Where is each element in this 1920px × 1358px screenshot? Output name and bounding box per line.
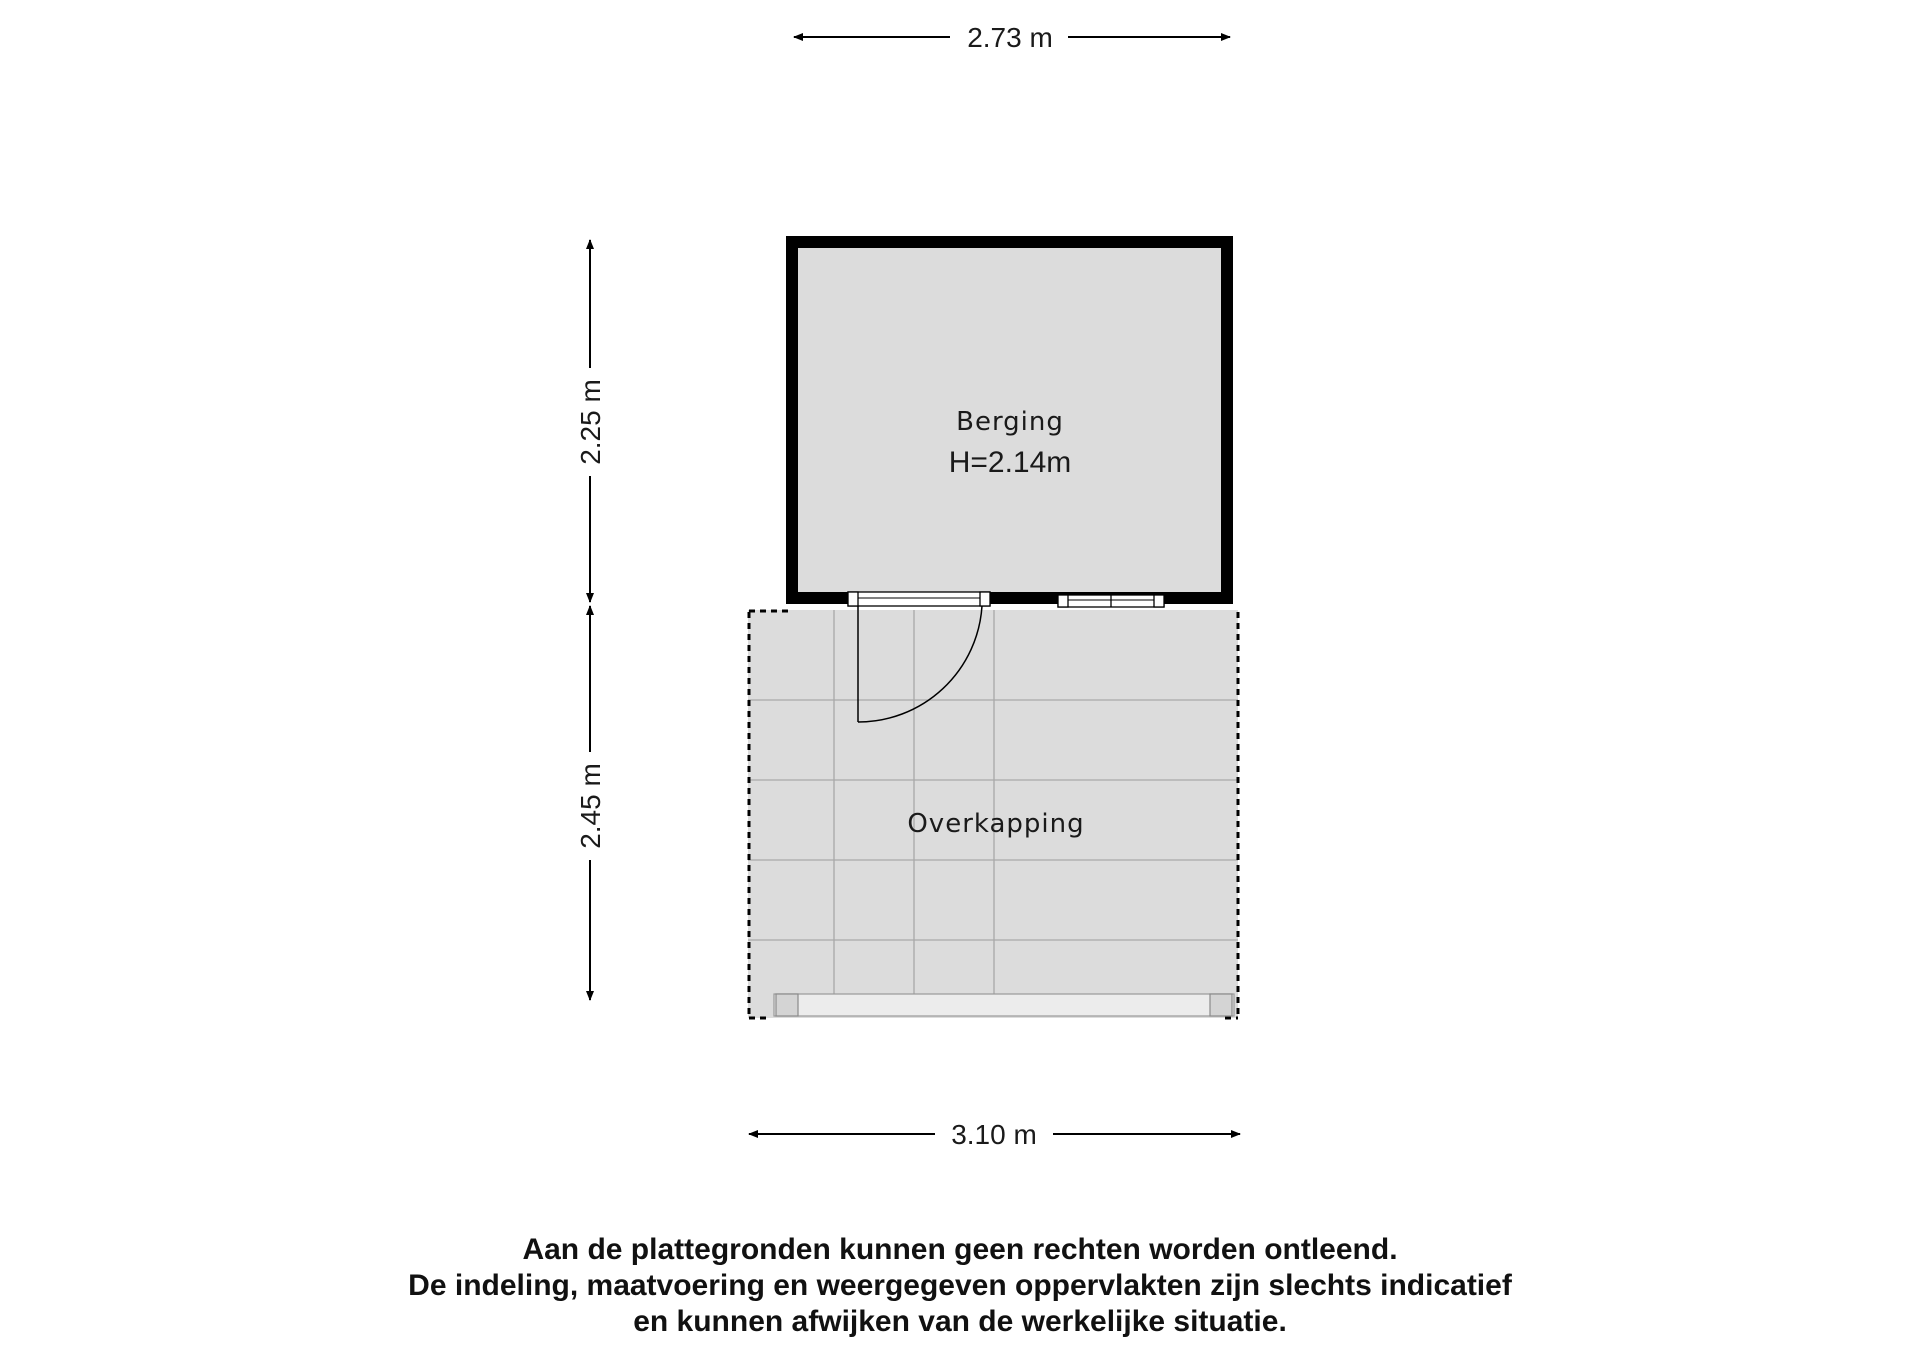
dimension-left-lower-label: 2.45 m bbox=[575, 763, 606, 849]
beam-post-right bbox=[1210, 994, 1232, 1016]
dimension-left-upper-label: 2.25 m bbox=[575, 379, 606, 465]
door-jamb-right bbox=[980, 592, 990, 606]
berging-door-opening bbox=[848, 592, 990, 606]
disclaimer bbox=[0, 1232, 1920, 1340]
door-jamb-left bbox=[848, 592, 858, 606]
dimension-top bbox=[794, 22, 1230, 53]
disclaimer-line-3: en kunnen afwijken van de werkelijke situatie. bbox=[633, 1305, 1287, 1338]
overkapping-label: Overkapping bbox=[907, 809, 1085, 839]
dimension-left-lower bbox=[575, 606, 606, 1000]
window-jamb-right bbox=[1154, 595, 1164, 607]
window-jamb-left bbox=[1058, 595, 1068, 607]
overkapping-beam bbox=[774, 994, 1234, 1016]
dimension-bottom bbox=[749, 1119, 1240, 1150]
dimension-left-upper bbox=[575, 240, 606, 602]
dimension-top-label: 2.73 m bbox=[967, 22, 1053, 53]
berging-label: Berging bbox=[956, 407, 1064, 437]
disclaimer-line-2: De indeling, maatvoering en weergegeven oppervlakten zijn slechts indicatief bbox=[408, 1269, 1512, 1302]
berging-height-label: H=2.14m bbox=[948, 446, 1072, 479]
beam-post-left bbox=[776, 994, 798, 1016]
disclaimer-line-1: Aan de plattegronden kunnen geen rechten worden ontleend. bbox=[522, 1233, 1398, 1266]
dimension-bottom-label: 3.10 m bbox=[951, 1119, 1037, 1150]
